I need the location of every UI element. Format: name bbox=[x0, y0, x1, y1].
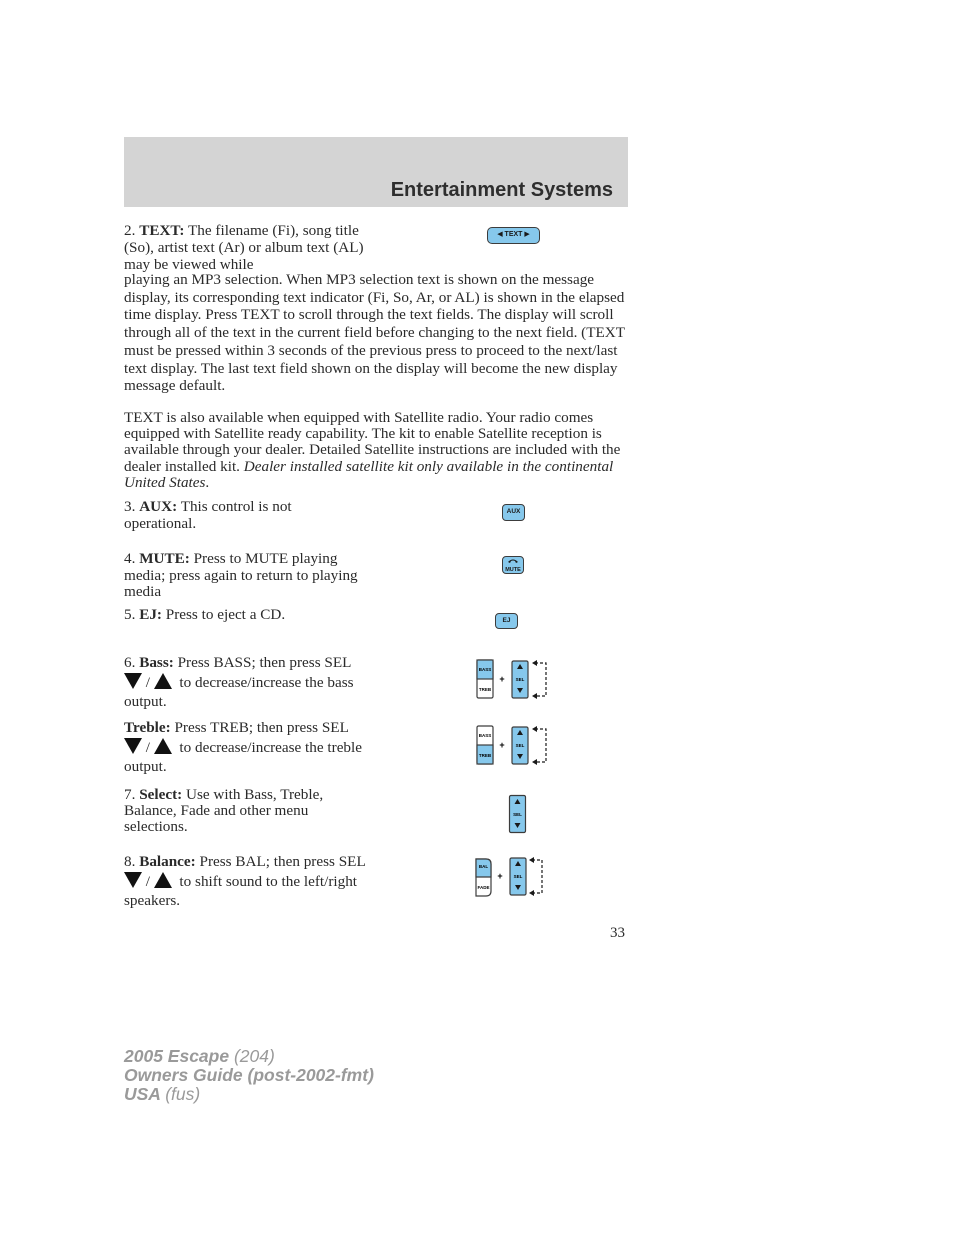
mute-item bbox=[124, 551, 364, 601]
footer-line-2 bbox=[124, 1066, 374, 1085]
balance-sel-illustration bbox=[474, 855, 546, 899]
treb-label: TREB bbox=[478, 753, 492, 758]
select-item bbox=[124, 787, 364, 836]
fade-label: FADE bbox=[477, 885, 490, 890]
eject-button-label: EJ bbox=[502, 617, 511, 624]
item-text: Press to eject a CD. bbox=[165, 606, 286, 623]
item-text-cont: to decrease/increase the bass output. bbox=[124, 673, 354, 711]
item-text: The filename (Fi), song title (So), artist text (Ar) or album text (AL) may be viewed while bbox=[124, 222, 364, 273]
arrow-right-icon: ▶ bbox=[524, 231, 530, 238]
section-header bbox=[124, 137, 628, 207]
aux-button-label: AUX bbox=[506, 508, 521, 515]
item-number: 5. bbox=[124, 606, 136, 623]
mute-button-label: MUTE bbox=[505, 567, 521, 573]
sel-button-illustration bbox=[508, 794, 528, 834]
item-text: Press to MUTE playing media; press again to return to playing media bbox=[124, 550, 358, 600]
item-text: Press BASS; then press SEL bbox=[177, 654, 351, 671]
item-label: Treble: bbox=[124, 719, 171, 736]
item-number: 2. bbox=[124, 222, 136, 239]
footer-model: 2005 Escape bbox=[124, 1046, 230, 1066]
sel-label: SEL bbox=[513, 812, 522, 817]
satellite-text: TEXT is also available when equipped with Satellite radio. Your radio comes equipped with Satellite ready capability. The kit to enable Satellite reception is available through your dealer. Detailed Satellite instructions are included with the dealer installed kit. bbox=[124, 409, 621, 475]
text-item-intro bbox=[124, 222, 374, 273]
arrow-left-icon: ◀ bbox=[497, 231, 503, 238]
treble-item bbox=[124, 718, 369, 777]
slash-separator: / bbox=[145, 872, 151, 890]
up-arrow-icon bbox=[154, 872, 172, 888]
item-text-cont: to shift sound to the left/right speakers. bbox=[124, 872, 358, 910]
item-number: 8. bbox=[124, 853, 136, 870]
ej-item bbox=[124, 606, 364, 623]
plus-sign: + bbox=[499, 740, 505, 750]
item-label: EJ: bbox=[139, 606, 162, 623]
item-label: MUTE: bbox=[139, 550, 190, 567]
down-arrow-icon bbox=[124, 738, 142, 754]
item-label: TEXT: bbox=[139, 222, 185, 239]
bass-sel-illustration bbox=[475, 658, 550, 702]
item-number: 4. bbox=[124, 550, 136, 567]
item-text: Press TREB; then press SEL bbox=[174, 719, 349, 736]
sel-label: SEL bbox=[515, 743, 525, 748]
bal-label: BAL bbox=[478, 864, 489, 869]
bass-label: BASS bbox=[478, 733, 492, 738]
item-label: AUX: bbox=[139, 498, 178, 515]
item-number: 6. bbox=[124, 654, 136, 671]
plus-sign: + bbox=[499, 674, 505, 684]
item-number: 3. bbox=[124, 498, 136, 515]
aux-item bbox=[124, 498, 359, 532]
item-label: Balance: bbox=[139, 853, 196, 870]
phone-icon bbox=[507, 558, 519, 564]
text-button-icon bbox=[487, 227, 540, 244]
bass-label: BASS bbox=[478, 667, 492, 672]
item-label: Bass: bbox=[139, 654, 174, 671]
down-arrow-icon bbox=[124, 872, 142, 888]
slash-separator: / bbox=[145, 738, 151, 756]
footer-model-code: (204) bbox=[233, 1046, 275, 1066]
item-text-cont: to decrease/increase the treble output. bbox=[124, 738, 362, 776]
item-label: Select: bbox=[139, 786, 183, 803]
slash-separator: / bbox=[145, 673, 151, 691]
down-arrow-icon bbox=[124, 673, 142, 689]
footer-line-1 bbox=[124, 1047, 374, 1066]
footer-line-3 bbox=[124, 1085, 374, 1104]
sel-label: SEL bbox=[515, 677, 525, 682]
eject-button-icon bbox=[495, 613, 518, 629]
text-item-body: playing an MP3 selection. When MP3 selection text is shown on the message display, its corresponding text indicator (Fi, So, Ar, or AL) is shown in the elapsed time display. Press TEXT to scroll through the text fields. The display will scroll through all of the text in the current field before changing to the next field. (TEXT must be pressed within 3 seconds of the previous press to proceed to the next/last text display. The last text field shown on the display will become the new display message default. bbox=[124, 271, 625, 395]
aux-button-icon bbox=[502, 504, 525, 521]
plus-sign: + bbox=[497, 871, 503, 881]
document-footer bbox=[124, 1047, 374, 1104]
item-number: 7. bbox=[124, 786, 136, 803]
item-text: Use with Bass, Treble, Balance, Fade and other menu selections. bbox=[124, 786, 324, 836]
up-arrow-icon bbox=[154, 738, 172, 754]
footer-guide: Owners Guide (post-2002-fmt) bbox=[124, 1065, 374, 1085]
page-number: 33 bbox=[610, 925, 625, 941]
item-text: This control is not operational. bbox=[124, 498, 292, 532]
satellite-paragraph bbox=[124, 410, 634, 491]
up-arrow-icon bbox=[154, 673, 172, 689]
treble-sel-illustration bbox=[475, 724, 550, 768]
satellite-note: Dealer installed satellite kit only available in the continental United States bbox=[124, 457, 614, 491]
balance-item bbox=[124, 852, 369, 911]
mute-button-icon bbox=[502, 556, 524, 574]
sel-label: SEL bbox=[513, 874, 523, 879]
section-title: Entertainment Systems bbox=[390, 179, 613, 201]
bass-item bbox=[124, 653, 369, 712]
footer-market-code: (fus) bbox=[165, 1084, 201, 1104]
treb-label: TREB bbox=[478, 687, 492, 692]
item-text: Press BAL; then press SEL bbox=[199, 853, 366, 870]
satellite-note-end: . bbox=[205, 473, 210, 491]
footer-market: USA bbox=[124, 1084, 161, 1104]
text-button-label: TEXT bbox=[504, 231, 523, 238]
